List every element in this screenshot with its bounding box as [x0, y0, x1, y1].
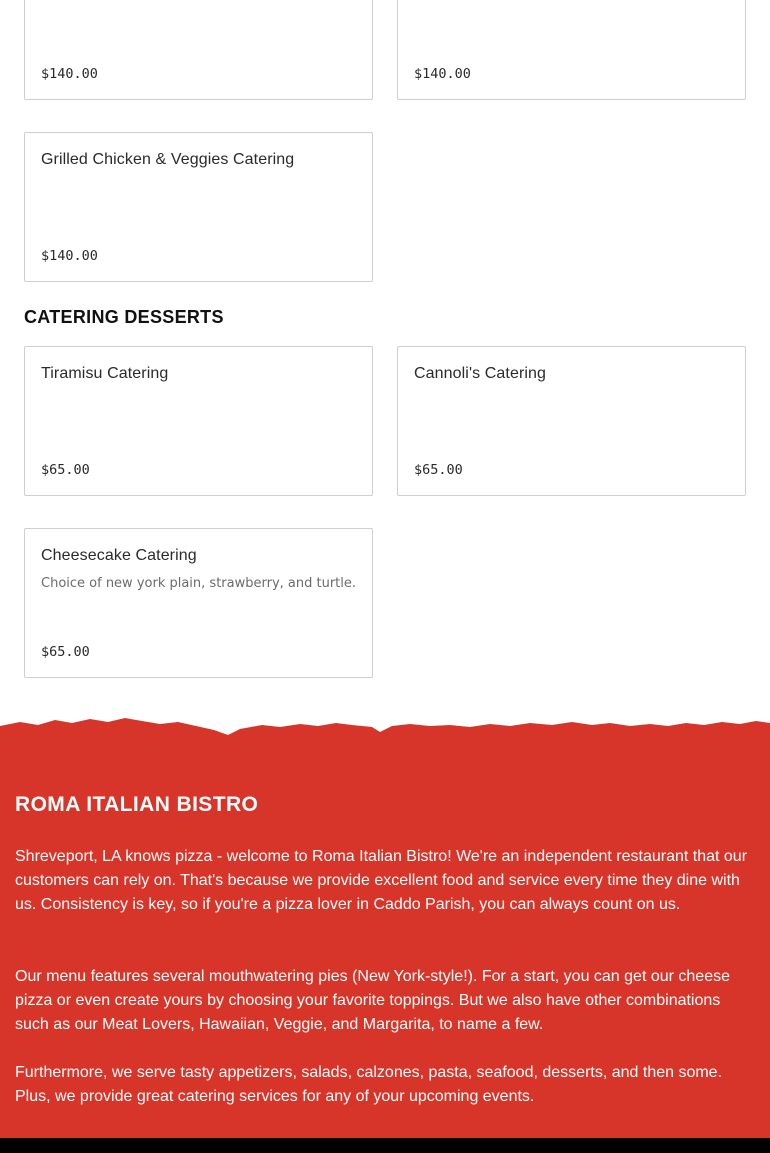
footer-paragraph: Furthermore, we serve tasty appetizers, salads, calzones, pasta, seafood, desserts, and then some. Plus, we provide great catering services for any of your upcoming events.	[15, 1064, 723, 1105]
menu-item-description: Choice of new york plain, strawberry, and turtle.	[41, 576, 357, 591]
menu-item-card[interactable]	[397, 0, 746, 100]
footer-paragraph: Shreveport, LA knows pizza - welcome to Roma Italian Bistro! We're an independent restaurant that our customers can rely on. That's because we provide excellent food and service every time they dine with us. Consistency is key, so if you're a pizza lover in Caddo Parish, you can always count on us.	[15, 848, 748, 913]
footer	[0, 716, 770, 1153]
menu-item-card[interactable]	[24, 346, 373, 496]
menu-item-price: $140.00	[41, 248, 98, 264]
menu-item-card[interactable]	[24, 0, 373, 100]
footer-paragraph: Our menu features several mouthwatering pies (New York-style!). For a start, you can get our cheese pizza or even create yours by choosing your favorite toppings. But we also have other combinations such as our Meat Lovers, Hawaiian, Veggie, and Margarita, to name a few.	[15, 968, 730, 1033]
menu-item-price: $140.00	[41, 66, 98, 82]
menu-item-price: $65.00	[414, 462, 463, 478]
menu-item-price: $65.00	[41, 644, 90, 660]
bottom-bar	[0, 1138, 770, 1153]
menu-item-price: $65.00	[41, 462, 90, 478]
menu-item-card[interactable]	[24, 528, 373, 678]
menu-item-title: Tiramisu Catering	[41, 365, 169, 382]
menu-item-title: Grilled Chicken & Veggies Catering	[41, 151, 295, 168]
menu-item-price: $140.00	[414, 66, 471, 82]
footer-title: ROMA ITALIAN BISTRO	[15, 793, 259, 816]
menu-item-title: Cheesecake Catering	[41, 547, 197, 564]
torn-edge-divider	[0, 716, 770, 742]
menu-item-card[interactable]	[24, 132, 373, 282]
menu-item-title: Cannoli's Catering	[414, 365, 547, 382]
menu-item-card[interactable]	[397, 346, 746, 496]
section-heading-desserts: CATERING DESSERTS	[24, 307, 224, 327]
